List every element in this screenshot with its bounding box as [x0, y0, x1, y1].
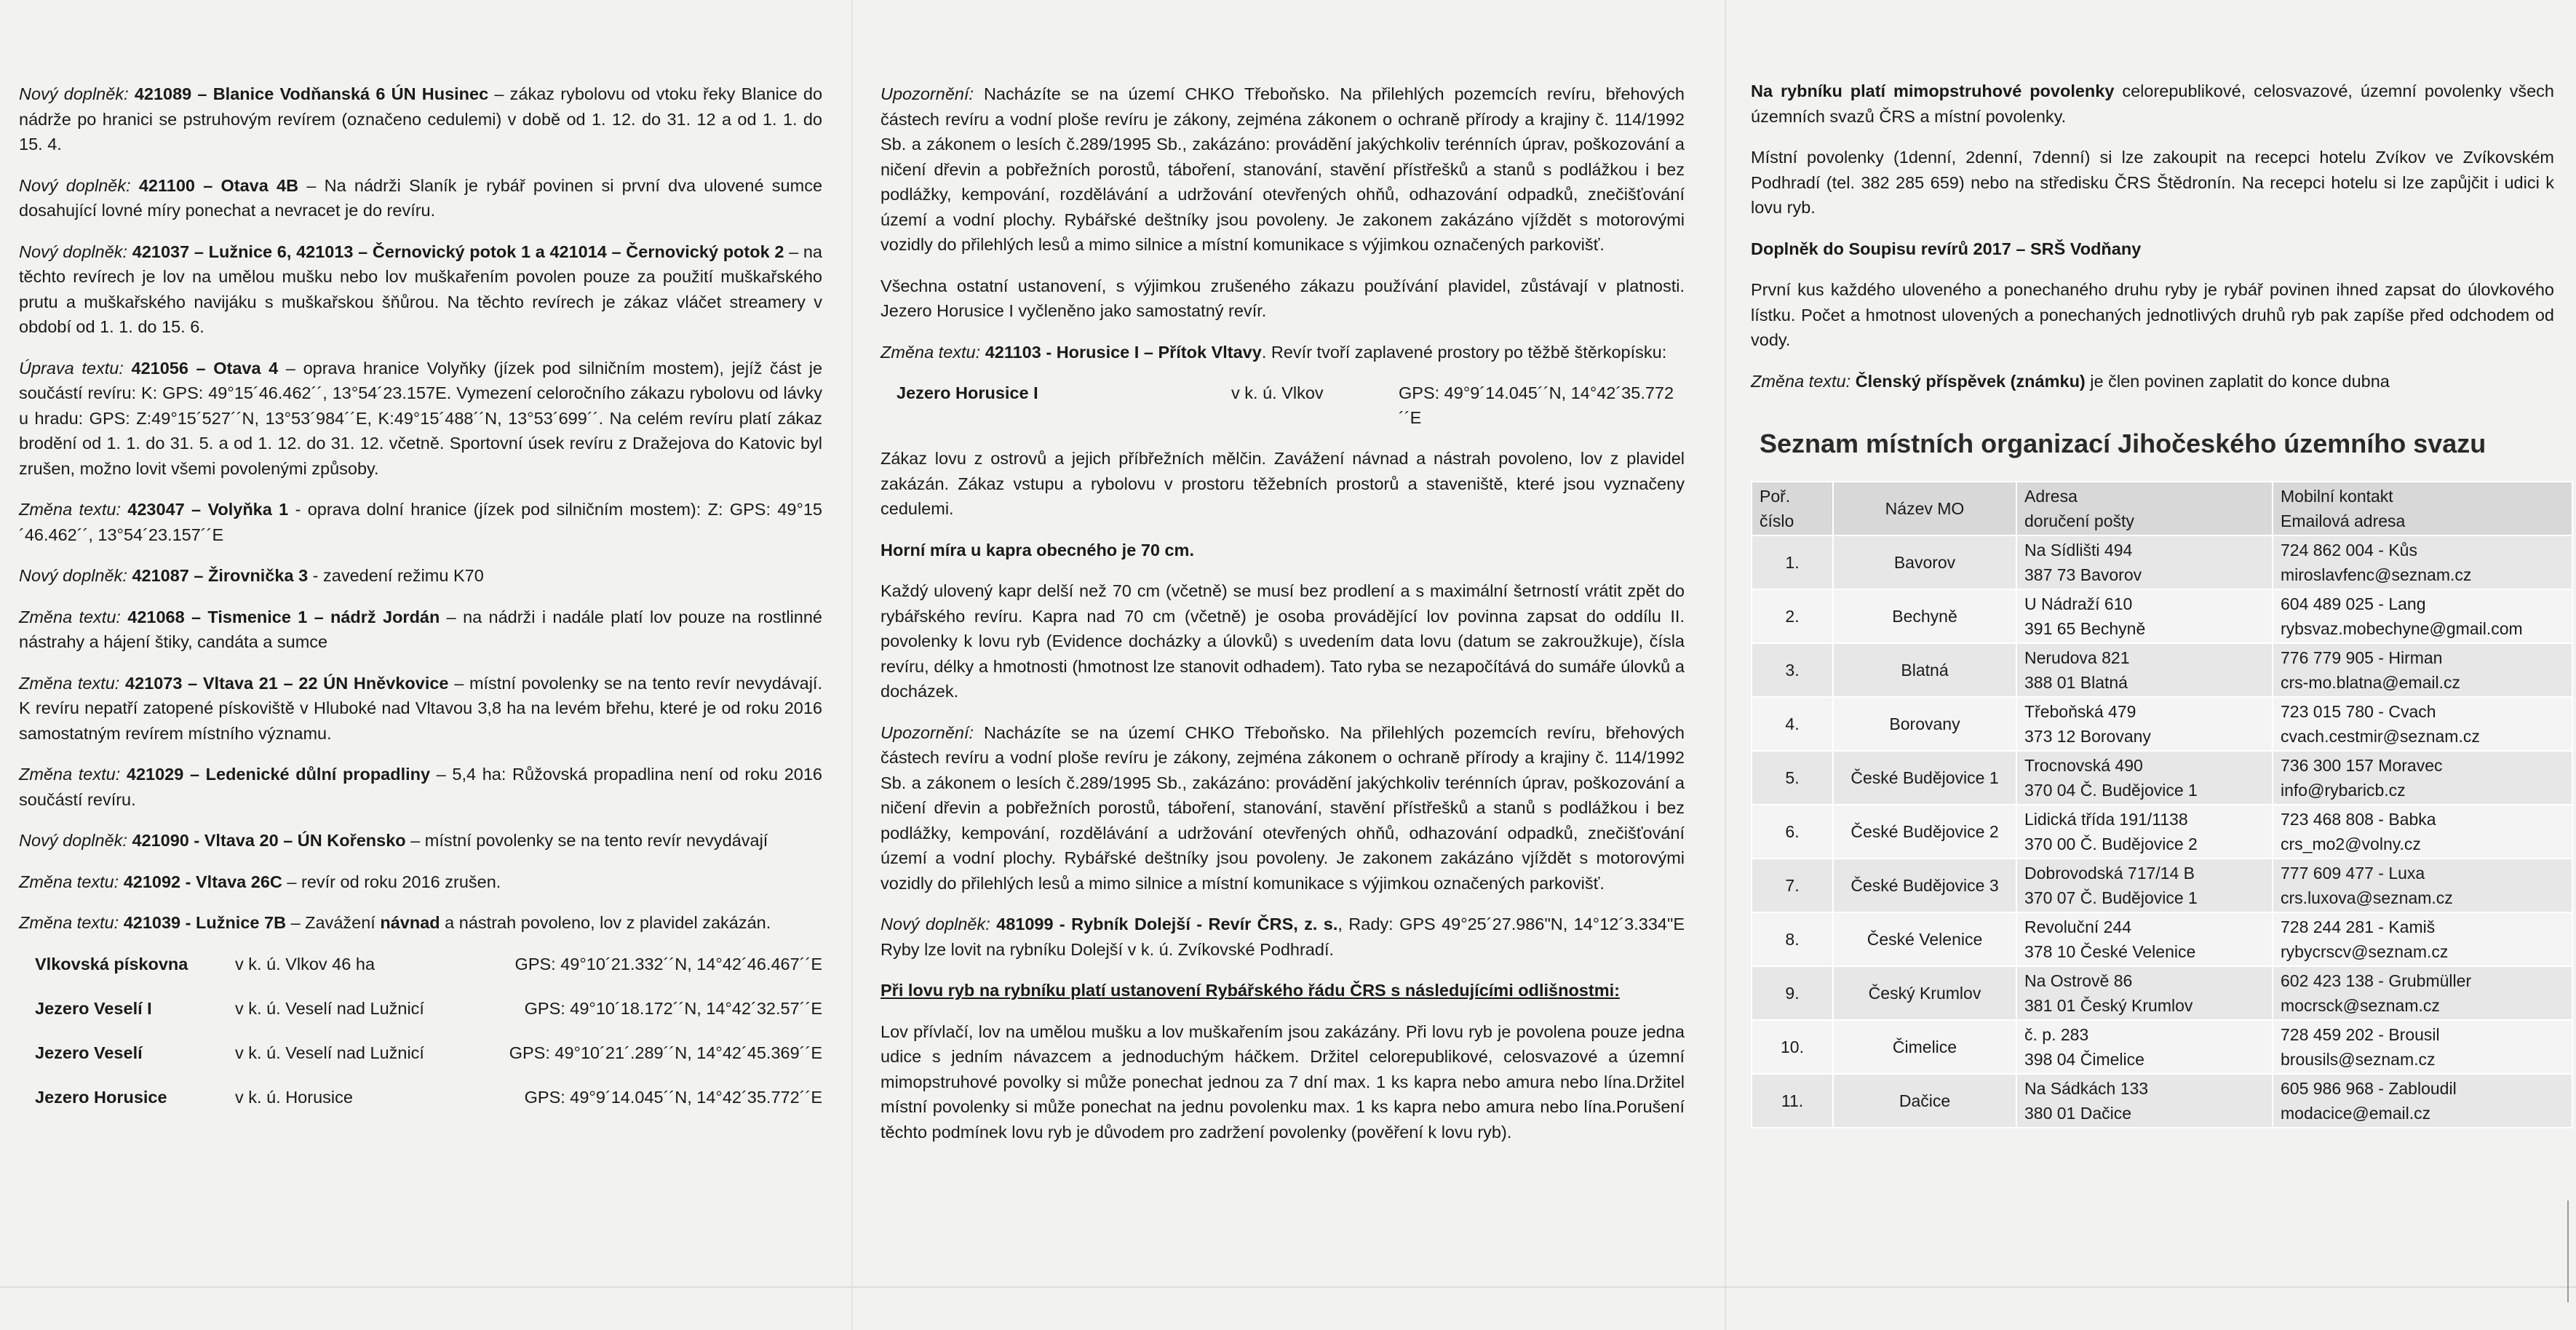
paragraph-421029 [19, 762, 822, 812]
org-contact [2273, 643, 2572, 697]
contact-email: cvach.cestmir@seznam.cz [2281, 727, 2480, 746]
paragraph-warning-2 [880, 720, 1685, 896]
note-head: 421100 – Otava 4B [138, 175, 299, 195]
note-head: Členský příspěvek (známku) [1855, 371, 2086, 391]
org-contact [2273, 751, 2572, 805]
paragraph-rules [880, 1019, 1685, 1145]
table-row [1752, 643, 2572, 697]
address-street: Nerudova 821 [2024, 648, 2130, 667]
header-line: Poř. [1760, 487, 1791, 506]
note-bold: návnad [380, 913, 440, 932]
address-street: Lidická třída 191/1138 [2024, 810, 2188, 829]
note-lead: Nový doplněk: [19, 566, 127, 585]
table-row [1752, 1020, 2572, 1074]
contact-email: info@rybaricb.cz [2281, 781, 2406, 800]
table-row [1752, 912, 2572, 966]
contact-email: crs.luxova@seznam.cz [2281, 888, 2453, 907]
org-number: 11. [1752, 1074, 1833, 1128]
water-name: Jezero Veselí I [35, 998, 152, 1018]
paragraph-421090 [19, 828, 822, 853]
org-address [2016, 912, 2273, 966]
address-street: Revoluční 244 [2024, 917, 2132, 936]
paragraph-481099 [880, 912, 1685, 962]
note-lead: Změna textu: [19, 913, 119, 932]
org-name: České Budějovice 3 [1833, 859, 2016, 912]
header-address [2016, 482, 2273, 535]
org-name: České Velenice [1833, 912, 2016, 966]
water-gps: GPS: 49°10´18.172´´N, 14°42´32.57´´E [524, 998, 822, 1018]
note-head: Horní míra u kapra obecného je 70 cm. [880, 540, 1194, 560]
note-head: 421039 - Lužnice 7B [123, 913, 287, 932]
address-street: Na Sádkách 133 [2024, 1079, 2149, 1098]
note-lead: Nový doplněk: [19, 84, 129, 103]
water-gps: GPS: 49°9´14.045´´N, 14°42´35.772´´E [524, 1087, 822, 1107]
address-street: Na Sídlišti 494 [2024, 541, 2133, 560]
contact-phone: 728 244 281 - Kamiš [2281, 917, 2436, 936]
org-name: Český Krumlov [1833, 966, 2016, 1020]
org-number: 7. [1752, 859, 1833, 912]
paragraph-423047 [19, 497, 822, 547]
org-address [2016, 859, 2273, 912]
address-city: 378 10 České Velenice [2024, 942, 2196, 961]
note-lead: Nový doplněk: [19, 831, 127, 850]
note-head: 423047 – Volyňka 1 [127, 500, 289, 519]
note-lead: Změna textu: [1751, 371, 1851, 391]
address-street: č. p. 283 [2024, 1025, 2089, 1044]
org-name: Čimelice [1833, 1020, 2016, 1074]
contact-phone: 736 300 157 Moravec [2281, 756, 2443, 775]
note-text: , Rady: GPS 49°25´27.986"N, 14°12´3.334"E Ryby lze lovit na rybníku Dolejší v k. ú. Zvíkovské Podhradí. [880, 915, 1685, 959]
paragraph-421056 [19, 356, 822, 482]
paragraph-warning-1 [880, 81, 1685, 258]
note-head: 421073 – Vltava 21 – 22 ÚN Hněvkovice [125, 673, 449, 693]
note-lead: Změna textu: [19, 872, 119, 891]
paragraph-fee [1751, 369, 2554, 394]
paragraph-carp-limit [880, 538, 1685, 563]
note-text: – Na nádrži Slaník je rybář povinen si první dva ulovené sumce dosahující lovné míry ponechat a nevracet je do revíru. [19, 175, 823, 220]
header-line: Mobilní kontakt [2281, 487, 2393, 506]
right-column [1725, 0, 2576, 1330]
address-street: Trocnovská 490 [2024, 756, 2143, 775]
paragraph-421068 [19, 605, 822, 655]
contact-phone: 776 779 905 - Hirman [2281, 648, 2443, 667]
contact-email: brousils@seznam.cz [2281, 1050, 2436, 1069]
note-text: a nástrah povoleno, lov z plavidel zakázán. [440, 913, 771, 932]
table-row [1752, 697, 2572, 751]
contact-email: rybycrscv@seznam.cz [2281, 942, 2449, 961]
note-lead: Úprava textu: [19, 358, 124, 378]
note-head: 421103 - Horusice I – Přítok Vltavy [985, 342, 1262, 362]
note-head: 421037 – Lužnice 6, 421013 – Černovický potok 1 a 421014 – Černovický potok 2 [132, 242, 784, 261]
note-head: 421068 – Tismenice 1 – nádrž Jordán [127, 607, 440, 626]
note-lead: Změna textu: [19, 500, 121, 519]
water-gps: GPS: 49°9´14.045´´N, 14°42´35.772´´E [1399, 383, 1674, 427]
contact-phone: 777 609 477 - Luxa [2281, 864, 2425, 883]
address-city: 381 01 Český Krumlov [2024, 996, 2193, 1015]
contact-phone: 605 986 968 - Zabloudil [2281, 1079, 2457, 1098]
address-city: 370 00 Č. Budějovice 2 [2024, 835, 2198, 853]
note-text: - zavedení režimu K70 [308, 566, 484, 585]
org-number: 8. [1752, 912, 1833, 966]
address-street: Dobrovodská 717/14 B [2024, 864, 2195, 883]
header-number [1752, 482, 1833, 535]
note-head: Při lovu ryb na rybníku platí ustanovení Rybářského řádu ČRS s následujícími odlišnostmi: [880, 981, 1620, 1000]
note-lead: Změna textu: [19, 673, 120, 693]
note-lead: Nový doplněk: [19, 242, 128, 261]
contact-phone: 723 468 808 - Babka [2281, 810, 2436, 829]
table-row [1752, 751, 2572, 805]
paragraph-other-rules [880, 274, 1685, 324]
org-number: 9. [1752, 966, 1833, 1020]
paragraph-421089 [19, 81, 822, 157]
paragraph-421073 [19, 671, 822, 746]
table-row [1752, 859, 2572, 912]
paragraph-421037 [19, 239, 822, 340]
note-head: Doplněk do Soupisu revírů 2017 – SRŠ Vodňany [1751, 239, 2142, 258]
org-number: 3. [1752, 643, 1833, 697]
contact-email: miroslavfenc@seznam.cz [2281, 565, 2472, 584]
org-number: 5. [1752, 751, 1833, 805]
org-contact [2273, 535, 2572, 589]
address-city: 388 01 Blatná [2024, 673, 2128, 692]
org-address [2016, 1074, 2273, 1128]
water-area: v k. ú. Veselí nad Lužnicí [235, 1043, 424, 1062]
contact-email: modacice@email.cz [2281, 1104, 2431, 1123]
page-edge-mark [2567, 1200, 2569, 1302]
paragraph-srs [1751, 277, 2554, 353]
org-name: České Budějovice 1 [1833, 751, 2016, 805]
table-header-row [1752, 482, 2572, 535]
water-name: Vlkovská pískovna [35, 954, 188, 973]
note-text: První kus každého uloveného a ponechaného druhu ryby je rybář povinen ihned zapsat do úlovkového lístku. Počet a hmotnost ulovených a ponechaných jednotlivých druhů ryb pak zapíše před odchodem od vody. [1751, 280, 2554, 349]
note-head: 481099 - Rybník Dolejší - Revír ČRS, z. s. [996, 915, 1338, 933]
org-address [2016, 535, 2273, 589]
note-text: – Zavážení [286, 913, 381, 932]
section-title: Seznam místních organizací Jihočeského územního svazu [1760, 429, 2486, 458]
contact-phone: 604 489 025 - Lang [2281, 594, 2426, 613]
address-street: U Nádraží 610 [2024, 594, 2133, 613]
address-street: Třeboňská 479 [2024, 702, 2136, 721]
header-contact [2273, 482, 2572, 535]
org-number: 4. [1752, 697, 1833, 751]
paragraph-srs-head [1751, 236, 2554, 262]
note-text: – místní povolenky se na tento revír nevydávají [405, 831, 768, 850]
note-text: Všechna ostatní ustanovení, s výjimkou zrušeného zákazu používání plavidel, zůstávají v platnosti. Jezero Horusice I vyčleněno jako samostatný revír. [880, 276, 1685, 320]
paragraph-ban [880, 446, 1685, 522]
address-city: 387 73 Bavorov [2024, 565, 2142, 584]
org-name: Bavorov [1833, 535, 2016, 589]
org-address [2016, 697, 2273, 751]
paragraph-421100 [19, 173, 822, 223]
contact-phone: 728 459 202 - Brousil [2281, 1025, 2440, 1044]
contact-email: crs_mo2@volny.cz [2281, 835, 2421, 853]
org-contact [2273, 589, 2572, 643]
note-text: Nacházíte se na území CHKO Třeboňsko. Na přilehlých pozemcích revíru, břehových částech revíru a vodní ploše revíru je zákony, zejména zákonem o ochraně přírody a krajiny č. 114/1992 Sb. a zákonem o lesích č.289/1995 Sb., zakázáno: provádění jakýchkoliv terénních úprav, poškozování a ničení dřevin a pobřežních porostů, táboření, stanování, stavění přístřešků a stanů s podlážkou i bez podlážky, kempování, rozdělávání a udržování otevřených ohňů, odhazování odpadků, znečišťování území a vodní plochy. Rybářské deštníky jsou povoleny. Je zakonem zakázáno vjíždět s motorovými vozidly do přilehlých lesů a mimo silnice a místní komunikace s výjimkou označených parkovišť. [880, 722, 1685, 893]
org-number: 2. [1752, 589, 1833, 643]
note-text: – na nádrži i nadále platí lov pouze na rostlinné nástrahy a hájení štiky, candáta a sumce [19, 607, 823, 651]
left-column [0, 0, 851, 1330]
contact-email: rybsvaz.mobechyne@gmail.com [2281, 619, 2523, 638]
note-text: celorepublikové, celosvazové, územní povolenky všech územních svazů ČRS a místní povolenky. [1751, 81, 2555, 126]
org-address [2016, 1020, 2273, 1074]
water-row [880, 381, 1685, 430]
note-text: – na těchto revírech je lov na umělou mušku nebo lov muškařením povolen pouze za použití muškařského prutu a muškařského navijáku s muškařskou šňůrou. Na těchto revírech je zákaz vláčet streamery v období od 1. 1. do 15. 6. [19, 242, 822, 336]
note-head: 421090 - Vltava 20 – ÚN Kořensko [132, 831, 406, 850]
org-contact [2273, 1020, 2572, 1074]
org-contact [2273, 805, 2572, 859]
org-contact [2273, 1074, 2572, 1128]
water-name: Jezero Horusice I [897, 383, 1038, 402]
org-address [2016, 805, 2273, 859]
table-row [1752, 805, 2572, 859]
water-area: v k. ú. Vlkov 46 ha [235, 954, 375, 973]
org-address [2016, 751, 2273, 805]
address-city: 398 04 Čimelice [2024, 1050, 2144, 1069]
header-line: číslo [1760, 511, 1794, 530]
contact-email: crs-mo.blatna@email.cz [2281, 673, 2461, 692]
org-contact [2273, 859, 2572, 912]
water-area: v k. ú. Vlkov [1231, 383, 1324, 402]
note-head: 421029 – Ledenické důlní propadliny [126, 765, 431, 784]
water-gps: GPS: 49°10´21´.289´´N, 14°42´45.369´´E [509, 1043, 822, 1062]
address-city: 373 12 Borovany [2024, 727, 2151, 746]
water-row [19, 1085, 822, 1110]
table-row [1752, 1074, 2572, 1128]
note-lead: Upozornění: [880, 722, 974, 742]
water-area: v k. ú. Veselí nad Lužnicí [235, 998, 424, 1018]
note-lead: Nový doplněk: [880, 915, 990, 933]
note-lead: Upozornění: [880, 84, 974, 103]
note-text: – oprava hranice Volyňky (jízek pod silničním mostem), jejíž část je součástí revíru: K: GPS: 49°15´46.462´´, 13°54´23.157E. Vymezení celoročního zákazu rybolovu od lávky u hradu: GPS: Z:49°15´527´´N, 13°53´984´´E, K:49°15´488´´N, 13°53´699´´. Na celém revíru platí zákaz brodění od 1. 1. do 31. 5. a od 1. 12. do 31. 12. včetně. Sportovní úsek revíru z Dražejova do Katovic byl zrušen, možno lovit všemi povolenými způsoby. [19, 358, 823, 478]
org-address [2016, 589, 2273, 643]
paragraph-421087 [19, 563, 822, 589]
header-line: doručení pošty [2024, 511, 2134, 530]
water-row [19, 1040, 822, 1065]
water-row [19, 952, 822, 976]
org-address [2016, 966, 2273, 1020]
note-text: - oprava dolní hranice (jízek pod silničním mostem): Z: GPS: 49°15´46.462´´, 13°54´23.157´´E [19, 500, 822, 544]
note-text: Každý ulovený kapr delší než 70 cm (včetně) se musí bez prodlení a s maximální šetrností vrátit zpět do rybářského revíru. Kapra nad 70 cm (včetně) je osoba provádějící lov povinna zapsat do oddílu II. povolenky k lovu ryb (Evidence docházky a úlovků) s uvedením data lovu (datum se zakroužkuje), čísla revíru, délky a hmotnosti (hmotnost lze stanovit odhadem). Tato ryba se nezapočítává do sumáře úlovků a docházek. [880, 581, 1685, 701]
page-bottom-rule [0, 1286, 2576, 1288]
note-head: 421087 – Žirovnička 3 [132, 566, 309, 585]
org-name: Borovany [1833, 697, 2016, 751]
table-row [1752, 589, 2572, 643]
contact-phone: 724 862 004 - Kůs [2281, 541, 2417, 560]
paragraph-local-permits [1751, 145, 2554, 220]
note-text: – 5,4 ha: Růžovská propadlina není od roku 2016 součástí revíru. [19, 765, 822, 809]
note-text: Zákaz lovu z ostrovů a jejich příbřežních mělčin. Zavážení návnad a nástrah povoleno, lov z plavidel zakázán. Zákaz vstupu a rybolovu v prostoru těžebních prostorů a staveniště, které jsou vyznačeny cedulemi. [880, 449, 1685, 518]
header-line: Adresa [2024, 487, 2078, 506]
org-name: Blatná [1833, 643, 2016, 697]
note-text: – revír od roku 2016 zrušen. [282, 872, 501, 891]
note-text: je člen povinen zaplatit do konce dubna [2085, 371, 2390, 391]
organizations-table [1751, 481, 2573, 1128]
org-number: 1. [1752, 535, 1833, 589]
contact-phone: 602 423 138 - Grubmüller [2281, 971, 2472, 990]
org-address [2016, 643, 2273, 697]
note-lead: Změna textu: [19, 607, 121, 626]
note-text: . Revír tvoří zaplavené prostory po těžbě štěrkopísku: [1261, 342, 1667, 362]
water-row [19, 996, 822, 1021]
address-city: 370 04 Č. Budějovice 1 [2024, 781, 2198, 800]
note-head: 421092 - Vltava 26C [123, 872, 282, 891]
note-text: Místní povolenky (1denní, 2denní, 7denní) si lze zakoupit na recepci hotelu Zvíkov ve Zvíkovském Podhradí (tel. 382 285 659) nebo na středisku ČRS Štědronín. Na recepci hotelu si lze zapůjčit i udici k lovu ryb. [1751, 148, 2554, 217]
note-head: Na rybníku platí mimopstruhové povolenky [1751, 81, 2115, 100]
note-head: 421089 – Blanice Vodňanská 6 ÚN Husinec [134, 84, 489, 103]
paragraph-421092 [19, 869, 822, 895]
header-name [1833, 482, 2016, 535]
paragraph-carp-rule [880, 578, 1685, 704]
address-city: 391 65 Bechyně [2024, 619, 2146, 638]
paragraph-permits [1751, 79, 2554, 129]
org-number: 6. [1752, 805, 1833, 859]
org-number: 10. [1752, 1020, 1833, 1074]
address-city: 380 01 Dačice [2024, 1104, 2132, 1123]
org-contact [2273, 912, 2572, 966]
org-contact [2273, 697, 2572, 751]
org-name: Dačice [1833, 1074, 2016, 1128]
note-lead: Změna textu: [19, 765, 121, 784]
note-text: Nacházíte se na území CHKO Třeboňsko. Na přilehlých pozemcích revíru, břehových částech revíru a vodní ploše revíru je zákony, zejména zákonem o ochraně přírody a krajiny č. 114/1992 Sb. a zákonem o lesích č.289/1995 Sb., zakázáno: provádění jakýchkoliv terénních úprav, poškozování a ničení dřevin a pobřežních porostů, táboření, stanování, stavění přístřešků a stanů s podlážkou i bez podlážky, kempování, rozdělávání a udržování otevřených ohňů, odhazování odpadků, znečišťování území a vodní plochy. Rybářské deštníky jsou povoleny. Je zakonem zakázáno vjíždět s motorovými vozidly do přilehlých lesů a mimo silnice a místní komunikace s výjimkou označených parkovišť. [880, 84, 1685, 254]
table-row [1752, 535, 2572, 589]
org-name: Bechyně [1833, 589, 2016, 643]
note-lead: Změna textu: [880, 342, 981, 362]
org-name: České Budějovice 2 [1833, 805, 2016, 859]
paragraph-421039 [19, 910, 822, 936]
paragraph-rules-head [880, 978, 1685, 1003]
org-contact [2273, 966, 2572, 1020]
water-name: Jezero Veselí [35, 1043, 143, 1062]
note-text: – místní povolenky se na tento revír nevydávají. K revíru nepatří zatopené pískoviště v Hluboké nad Vltavou 3,8 ha na levém břehu, které je od roku 2016 samostatným revírem místního významu. [19, 673, 822, 743]
note-text: – zákaz rybolovu od vtoku řeky Blanice do nádrže po hranici se pstruhovým revírem (označeno cedulemi) v době od 1. 12. do 31. 12 a od 1. 1. do 15. 4. [19, 84, 823, 154]
note-text: Lov přívlačí, lov na umělou mušku a lov muškařením jsou zakázány. Při lovu ryb je povolena pouze jedna udice s jedním návazcem a jednoduchým háčkem. Držitel celorepublikové, celosvazové a územní mimopstruhové povolky si může ponechat jednou za 7 dní max. 1 ks kapra nebo amura nebo lína.Držitel místní povolenky si může ponechat na jednu povolenku max. 1 ks kapra nebo amura nebo lína.Porušení těchto podmínek lovu ryb je důvodem pro zadržení povolenky (pověření k lovu ryb). [880, 1022, 1685, 1142]
note-head: 421056 – Otava 4 [131, 358, 279, 378]
note-lead: Nový doplněk: [19, 175, 131, 195]
contact-email: mocrsck@seznam.cz [2281, 996, 2440, 1015]
address-street: Na Ostrově 86 [2024, 971, 2133, 990]
header-line: Název MO [1885, 499, 1965, 518]
water-gps: GPS: 49°10´21.332´´N, 14°42´46.467´´E [514, 954, 822, 973]
header-line: Emailová adresa [2281, 511, 2406, 530]
paragraph-421103 [880, 340, 1685, 365]
water-area: v k. ú. Horusice [235, 1087, 353, 1107]
table-row [1752, 966, 2572, 1020]
contact-phone: 723 015 780 - Cvach [2281, 702, 2436, 721]
middle-column [851, 0, 1725, 1330]
water-name: Jezero Horusice [35, 1087, 167, 1107]
address-city: 370 07 Č. Budějovice 1 [2024, 888, 2198, 907]
